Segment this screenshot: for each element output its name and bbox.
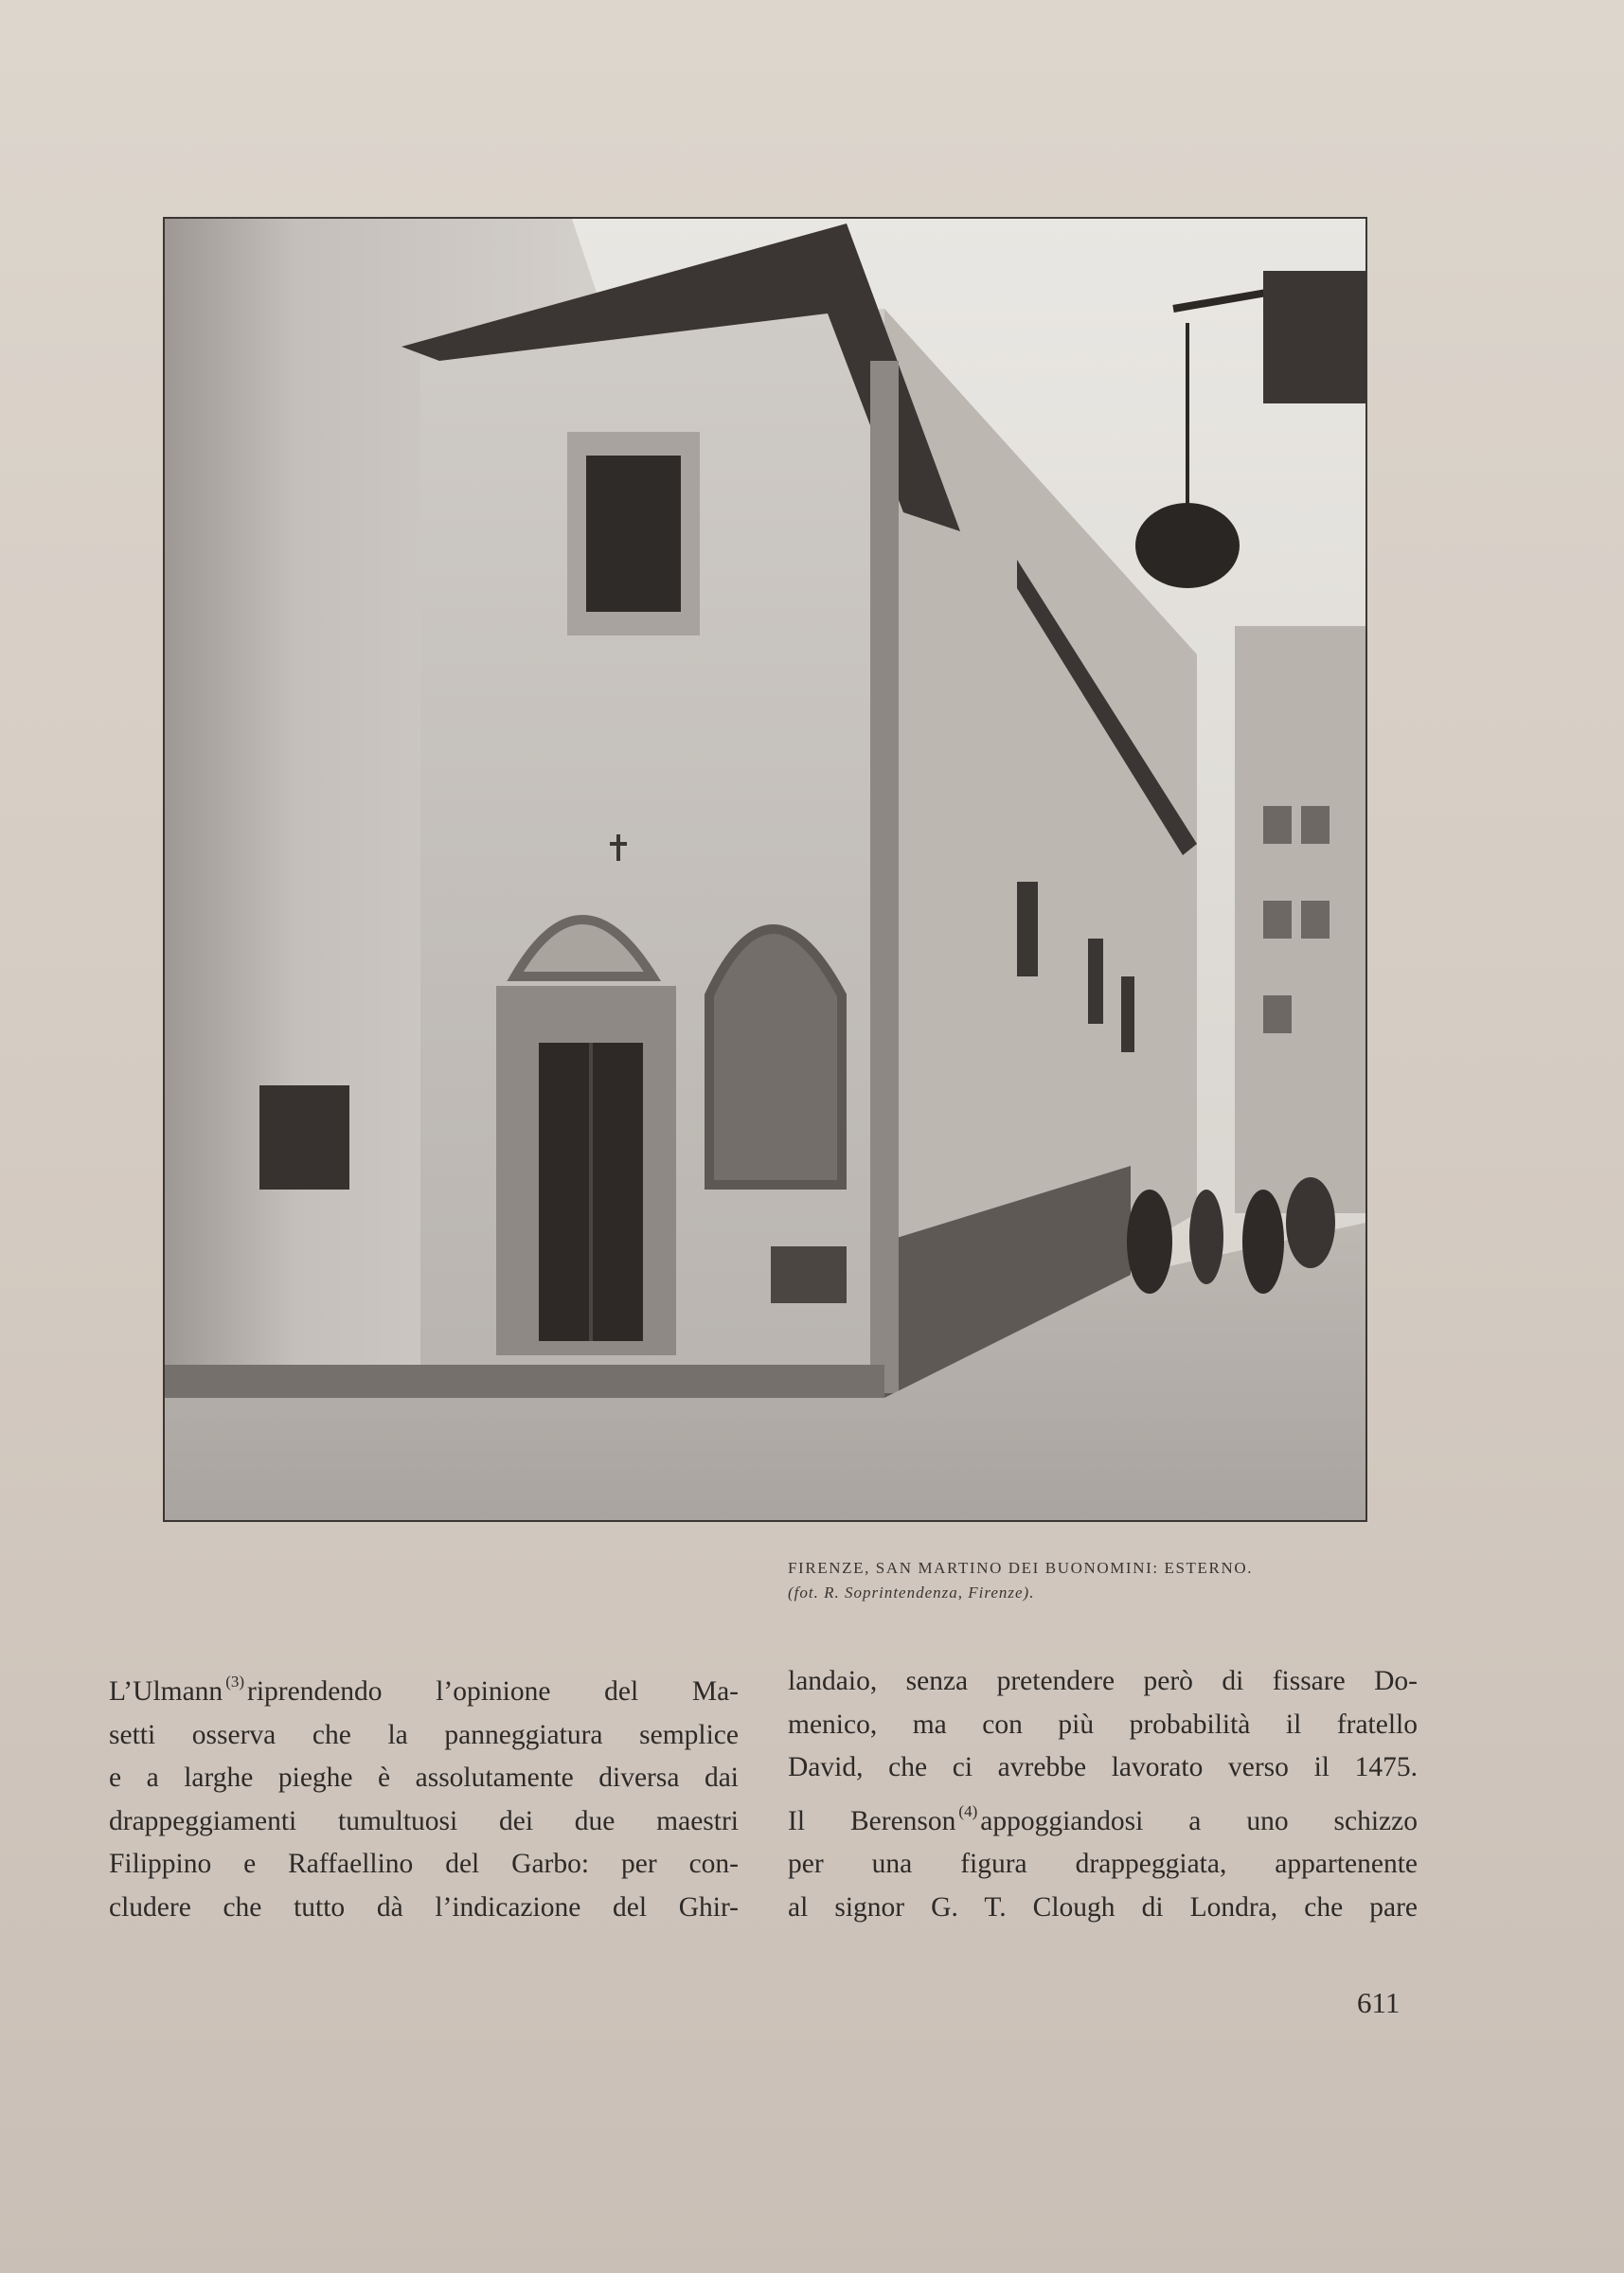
text-fragment: riprendendo l’opinione del Ma- bbox=[247, 1676, 739, 1707]
text-line: cludere che tutto dà l’indicazione del Ghir- bbox=[109, 1891, 739, 1923]
text-line: Filippino e Raffaellino del Garbo: per con- bbox=[109, 1849, 739, 1880]
text-line: landaio, senza pretendere però di fissare Do- bbox=[788, 1666, 1418, 1696]
footnote-ref-4: (4) bbox=[958, 1801, 978, 1820]
text-fragment: Il Berenson bbox=[788, 1805, 956, 1836]
body-text-left-column bbox=[109, 1660, 739, 1930]
body-text-right-column bbox=[788, 1660, 1418, 1930]
text-line bbox=[109, 1660, 739, 1714]
text-line: e a larghe pieghe è assolutamente diversa dai bbox=[109, 1763, 739, 1794]
text-fragment: appoggiandosi a uno schizzo bbox=[980, 1805, 1418, 1836]
text-line: drappeggiamenti tumultuosi dei due maestri bbox=[109, 1805, 739, 1836]
page-number: 611 bbox=[1357, 1986, 1401, 2019]
text-line: per una figura drappeggiata, appartenente bbox=[788, 1849, 1418, 1880]
text-line bbox=[788, 1790, 1418, 1844]
figure-caption bbox=[788, 1556, 1375, 1605]
footnote-ref-3: (3) bbox=[225, 1673, 245, 1691]
caption-credit: (fot. R. Soprintendenza, Firenze). bbox=[788, 1584, 1035, 1602]
text-line: al signor G. T. Clough di Londra, che pare bbox=[788, 1891, 1418, 1923]
text-line: David, che ci avrebbe lavorato verso il 1475. bbox=[788, 1752, 1418, 1783]
text-fragment: L’Ulmann bbox=[109, 1676, 223, 1707]
text-line: menico, ma con più probabilità il fratello bbox=[788, 1709, 1418, 1740]
text-line: setti osserva che la panneggiatura semplice bbox=[109, 1719, 739, 1750]
caption-title: FIRENZE, SAN MARTINO DEI BUONOMINI: ESTERNO. bbox=[788, 1559, 1254, 1577]
church-photograph bbox=[163, 217, 1367, 1522]
photo-illustration bbox=[165, 219, 1365, 1520]
